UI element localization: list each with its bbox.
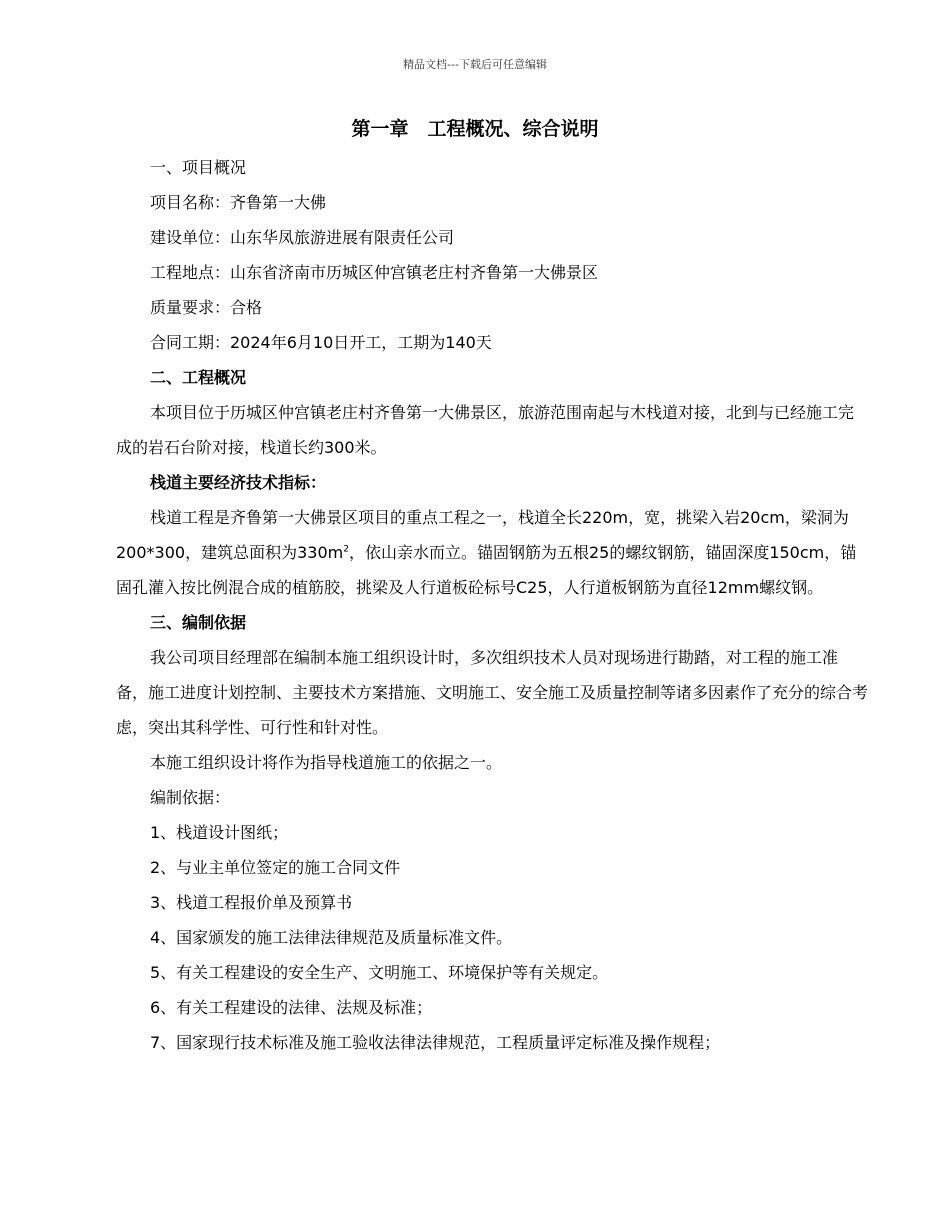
section2-heading: 二、工程概况 <box>150 368 247 387</box>
basis-purpose-paragraph: 本施工组织设计将作为指导栈道施工的依据之一。 <box>150 753 503 772</box>
quality-requirement: 质量要求：合格 <box>150 298 263 317</box>
builder-unit: 建设单位：山东华凤旅游进展有限责任公司 <box>150 228 455 247</box>
list-item: 6、有关工程建设的法律、法规及标准； <box>150 998 433 1017</box>
page-header-note: 精品文档---下载后可任意编辑 <box>403 58 547 71</box>
section1-heading: 一、项目概况 <box>150 158 247 177</box>
indicators-subheading: 栈道主要经济技术指标： <box>150 473 327 492</box>
indicators-paragraph <box>116 500 868 605</box>
overview-paragraph: 本项目位于历城区仲宫镇老庄村齐鲁第一大佛景区，旅游范围南起与木栈道对接，北到与已经施工完成的岩石台阶对接，栈道长约300米。 <box>116 403 855 457</box>
section3-heading: 三、编制依据 <box>150 613 247 632</box>
list-item: 7、国家现行技术标准及施工验收法律法律规范，工程质量评定标准及操作规程； <box>150 1033 721 1052</box>
list-item: 2、与业主单位签定的施工合同文件 <box>150 858 401 877</box>
list-item: 4、国家颁发的施工法律法律规范及质量标准文件。 <box>150 928 513 947</box>
list-item: 5、有关工程建设的安全生产、文明施工、环境保护等有关规定。 <box>150 963 609 982</box>
document-body <box>116 150 868 1060</box>
list-item: 1、栈道设计图纸； <box>150 823 289 842</box>
indicators-text-part2: ，依山亲水而立。锚固钢筋为五根25的螺纹钢筋，锚固深度150cm，锚固孔灌入按比例混合成的植筋胶，挑梁及人行道板砼标号C25，人行道板钢筋为直径12mm螺纹钢。 <box>116 543 857 597</box>
contract-period: 合同工期：2024年6月10日开工，工期为140天 <box>150 333 492 352</box>
list-item: 3、栈道工程报价单及预算书 <box>150 893 353 912</box>
basis-paragraph: 我公司项目经理部在编制本施工组织设计时，多次组织技术人员对现场进行勘踏，对工程的施工准备，施工进度计划控制、主要技术方案措施、文明施工、安全施工及质量控制等诸多因素作了充分的综合考虑，突出其科学性、可行性和针对性。 <box>116 648 869 737</box>
area-unit-superscript: 2 <box>343 544 349 555</box>
indicators-text-part1: 栈道工程是齐鲁第一大佛景区项目的重点工程之一，栈道全长220m，宽，挑梁入岩20cm，梁洞为200*300，建筑总面积为330m <box>116 508 849 562</box>
chapter-title: 第一章 工程概况、综合说明 <box>351 118 599 140</box>
project-location: 工程地点：山东省济南市历城区仲宫镇老庄村齐鲁第一大佛景区 <box>150 263 599 282</box>
project-name: 项目名称：齐鲁第一大佛 <box>150 193 327 212</box>
basis-label: 编制依据： <box>150 788 231 807</box>
